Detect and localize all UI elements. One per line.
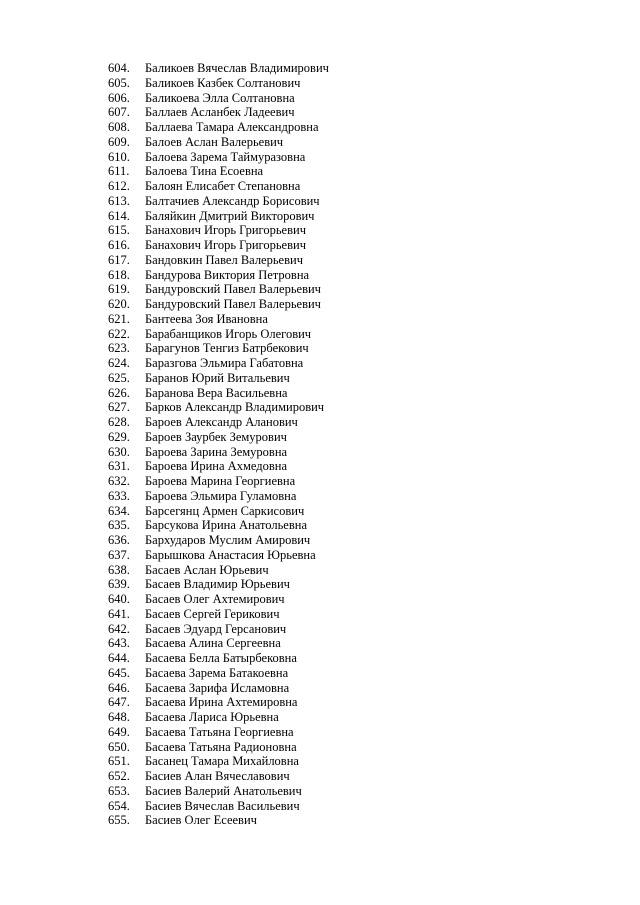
entry-number: 611.	[108, 164, 130, 179]
list-item	[108, 223, 329, 238]
entry-number: 621.	[108, 311, 130, 326]
list-item	[108, 415, 329, 430]
entry-name: Бароева Марина Георгиевна	[145, 474, 296, 488]
entry-number: 636.	[108, 533, 130, 547]
entry-number: 622.	[108, 326, 130, 341]
entry-name: Балоева Тина Есоевна	[145, 164, 264, 179]
entry-number: 635.	[108, 518, 130, 533]
list-item	[108, 120, 329, 135]
entry-name: Бандуровский Павел Валерьевич	[145, 282, 321, 297]
entry-name: Бароева Эльмира Гуламовна	[145, 488, 297, 503]
entry-number: 653.	[108, 783, 130, 798]
list-item	[108, 681, 329, 696]
entry-name: Басаева Лариса Юрьевна	[145, 710, 279, 724]
entry-name: Басаева Ирина Ахтемировна	[145, 695, 298, 710]
list-item	[108, 710, 329, 725]
entry-number: 642.	[108, 621, 130, 636]
entry-number: 606.	[108, 90, 130, 105]
entry-number: 608.	[108, 120, 130, 134]
entry-number: 614.	[108, 208, 130, 223]
entry-name: Басаев Аслан Юрьевич	[145, 562, 269, 577]
entry-number: 644.	[108, 651, 130, 665]
entry-name: Басаев Эдуард Герсанович	[145, 621, 287, 636]
list-item	[108, 356, 329, 371]
list-item	[108, 135, 329, 150]
entry-name: Барышкова Анастасия Юрьевна	[145, 547, 316, 562]
entry-number: 655.	[108, 813, 130, 828]
entry-name: Балтачиев Александр Борисович	[145, 193, 320, 208]
entry-number: 648.	[108, 710, 130, 724]
entry-name: Баликоев Казбек Солтанович	[145, 75, 301, 90]
entry-number: 613.	[108, 193, 130, 208]
entry-name: Баранова Вера Васильевна	[145, 385, 288, 400]
list-item	[108, 666, 329, 681]
entry-number: 654.	[108, 798, 130, 813]
entry-number: 643.	[108, 636, 130, 651]
entry-number: 624.	[108, 356, 130, 370]
entry-name: Басиев Алан Вячеславович	[145, 769, 290, 783]
entry-name: Баразгова Эльмира Габатовна	[145, 356, 304, 370]
list-item	[108, 533, 329, 548]
entry-name: Банахович Игорь Григорьевич	[145, 238, 306, 252]
list-item	[108, 150, 329, 165]
entry-number: 607.	[108, 105, 130, 120]
entry-number: 623.	[108, 341, 130, 356]
entry-name: Басаев Олег Ахтемирович	[145, 592, 285, 606]
entry-name: Басаев Владимир Юрьевич	[145, 577, 290, 592]
list-item	[108, 754, 329, 769]
entry-number: 641.	[108, 606, 130, 621]
list-item	[108, 799, 329, 814]
list-item	[108, 179, 329, 194]
list-item	[108, 61, 329, 76]
list-item	[108, 105, 329, 120]
entry-name: Бароев Заурбек Земурович	[145, 429, 287, 444]
entry-name: Басаева Татьяна Георгиевна	[145, 724, 294, 739]
list-item	[108, 518, 329, 533]
list-item	[108, 504, 329, 519]
entry-name: Барабанщиков Игорь Олегович	[145, 326, 312, 341]
list-item	[108, 91, 329, 106]
entry-number: 646.	[108, 680, 130, 695]
entry-name: Басаева Белла Батырбековна	[145, 651, 297, 665]
list-item	[108, 268, 329, 283]
entry-name: Баляйкин Дмитрий Викторович	[145, 208, 315, 223]
list-item	[108, 695, 329, 710]
entry-name: Бандурова Виктория Петровна	[145, 267, 310, 282]
entry-number: 634.	[108, 503, 130, 518]
entry-name: Банахович Игорь Григорьевич	[145, 223, 306, 238]
entry-number: 631.	[108, 459, 130, 474]
entry-name: Бароев Александр Аланович	[145, 415, 298, 429]
entry-number: 650.	[108, 739, 130, 754]
list-item	[108, 784, 329, 799]
list-item	[108, 430, 329, 445]
list-item	[108, 622, 329, 637]
entry-number: 652.	[108, 769, 130, 783]
entry-number: 638.	[108, 562, 130, 577]
entry-number: 633.	[108, 488, 130, 503]
entry-number: 625.	[108, 370, 130, 385]
entry-number: 651.	[108, 754, 130, 769]
entry-name: Балоян Елисабет Степановна	[145, 179, 301, 193]
entry-number: 604.	[108, 61, 130, 75]
entry-number: 626.	[108, 385, 130, 400]
list-item	[108, 769, 329, 784]
list-item	[108, 297, 329, 312]
entry-name: Баллаев Асланбек Ладеевич	[145, 105, 295, 120]
entry-number: 629.	[108, 429, 130, 444]
list-item	[108, 371, 329, 386]
list-item	[108, 474, 329, 489]
entry-name: Балоева Зарема Таймуразовна	[145, 149, 306, 164]
entry-name: Бароева Ирина Ахмедовна	[145, 459, 287, 474]
entry-name: Басаева Татьяна Радионовна	[145, 739, 297, 754]
entry-number: 647.	[108, 695, 130, 710]
entry-name: Бантеева Зоя Ивановна	[145, 311, 268, 326]
entry-name: Баликоева Элла Солтановна	[145, 90, 295, 105]
list-item	[108, 651, 329, 666]
list-item	[108, 636, 329, 651]
list-item	[108, 725, 329, 740]
list-item	[108, 459, 329, 474]
list-item	[108, 76, 329, 91]
entry-number: 618.	[108, 267, 130, 282]
entry-name: Басиев Олег Есеевич	[145, 813, 257, 828]
list-item	[108, 341, 329, 356]
entry-name: Бандуровский Павел Валерьевич	[145, 297, 321, 311]
list-item	[108, 209, 329, 224]
list-item	[108, 312, 329, 327]
entry-number: 620.	[108, 297, 130, 311]
list-item	[108, 489, 329, 504]
list-item	[108, 592, 329, 607]
entry-name: Бархударов Муслим Амирович	[145, 533, 311, 547]
entry-number: 632.	[108, 474, 130, 488]
entry-number: 645.	[108, 665, 130, 680]
entry-name: Басаев Сергей Герикович	[145, 606, 280, 621]
list-item	[108, 577, 329, 592]
entry-name: Баранов Юрий Витальевич	[145, 370, 290, 385]
list-item	[108, 327, 329, 342]
list-item	[108, 253, 329, 268]
entry-name: Басаева Зарема Батакоевна	[145, 665, 289, 680]
name-list	[108, 61, 329, 828]
list-item	[108, 164, 329, 179]
list-item	[108, 282, 329, 297]
entry-number: 610.	[108, 149, 130, 164]
list-item	[108, 740, 329, 755]
entry-name: Баллаева Тамара Александровна	[145, 120, 319, 134]
entry-number: 617.	[108, 252, 130, 267]
entry-name: Бандовкин Павел Валерьевич	[145, 252, 303, 267]
entry-name: Басиев Вячеслав Васильевич	[145, 798, 300, 813]
entry-number: 649.	[108, 724, 130, 739]
list-item	[108, 548, 329, 563]
list-item	[108, 813, 329, 828]
list-item	[108, 386, 329, 401]
entry-number: 605.	[108, 75, 130, 90]
entry-name: Барков Александр Владимирович	[145, 400, 325, 415]
entry-name: Балоев Аслан Валерьевич	[145, 134, 284, 149]
entry-name: Бароева Зарина Земуровна	[145, 444, 288, 459]
entry-number: 640.	[108, 592, 130, 606]
list-item	[108, 563, 329, 578]
entry-name: Баликоев Вячеслав Владимирович	[145, 61, 329, 75]
entry-name: Барсукова Ирина Анатольевна	[145, 518, 307, 533]
list-item	[108, 238, 329, 253]
entry-name: Басаева Алина Сергеевна	[145, 636, 281, 651]
list-item	[108, 445, 329, 460]
list-item	[108, 194, 329, 209]
entry-number: 619.	[108, 282, 130, 297]
entry-number: 628.	[108, 415, 130, 429]
entry-name: Барсегянц Армен Саркисович	[145, 503, 305, 518]
entry-name: Басанец Тамара Михайловна	[145, 754, 299, 769]
list-item	[108, 607, 329, 622]
list-item	[108, 400, 329, 415]
entry-number: 630.	[108, 444, 130, 459]
entry-name: Басиев Валерий Анатольевич	[145, 783, 302, 798]
entry-number: 609.	[108, 134, 130, 149]
entry-number: 612.	[108, 179, 130, 193]
entry-number: 616.	[108, 238, 130, 252]
entry-name: Басаева Зарифа Исламовна	[145, 680, 290, 695]
entry-number: 615.	[108, 223, 130, 238]
entry-number: 639.	[108, 577, 130, 592]
entry-number: 627.	[108, 400, 130, 415]
entry-number: 637.	[108, 547, 130, 562]
entry-name: Барагунов Тенгиз Батрбекович	[145, 341, 309, 356]
